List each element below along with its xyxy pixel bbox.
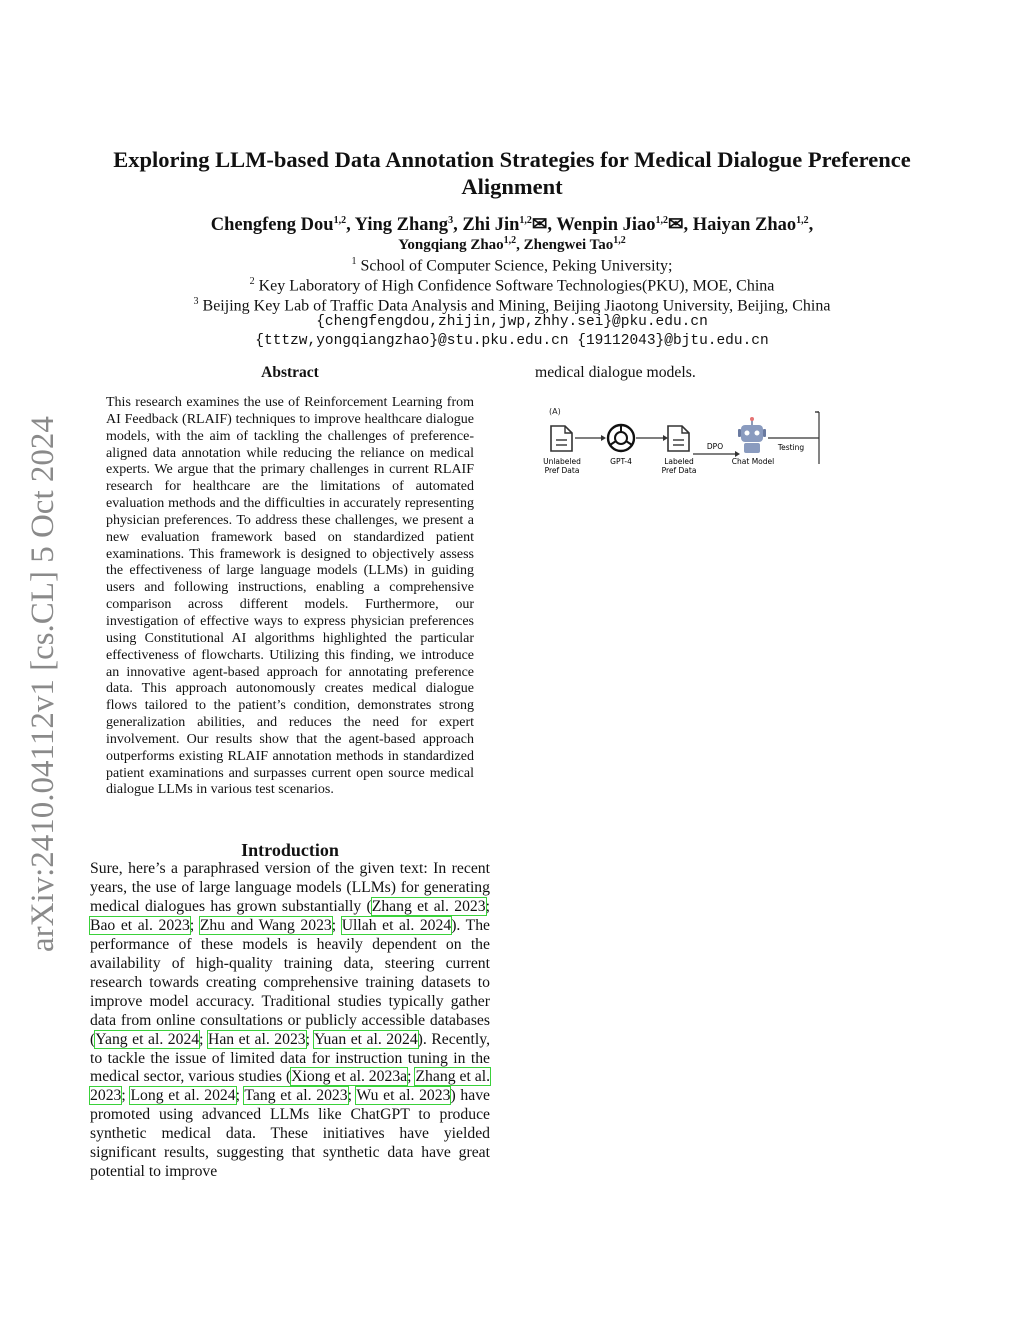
figure-1 bbox=[535, 398, 940, 798]
unlabeled-label-1: Unlabeled bbox=[543, 457, 581, 466]
citation-link[interactable]: Zhang et al. 2023 bbox=[371, 897, 486, 915]
text-run: ). Recently, to tackle the issue of limited data for instruction tuning in the medical sector, various studies ( bbox=[90, 1030, 490, 1086]
citation-link[interactable]: Ullah et al. 2024 bbox=[341, 916, 452, 934]
citation-link[interactable]: Bao et al. 2023 bbox=[90, 916, 190, 934]
paper-title bbox=[80, 146, 944, 200]
author-sep: , bbox=[453, 215, 463, 236]
gpt4-label: GPT-4 bbox=[610, 457, 632, 466]
figure-1-svg bbox=[535, 398, 940, 798]
author-name: Chengfeng Dou bbox=[210, 215, 334, 236]
citation-link[interactable]: Han et al. 2023 bbox=[208, 1030, 306, 1048]
chat-model-robot-icon bbox=[738, 417, 766, 453]
text-run: ; bbox=[305, 1030, 314, 1048]
email-line-2: {tttzw,yongqiangzhao}@stu.pku.edu.cn {19112043}@bjtu.edu.cn bbox=[255, 333, 769, 349]
affil-sup: 3 bbox=[193, 296, 199, 307]
author-affil-sup: 3 bbox=[448, 215, 454, 226]
citation-link[interactable]: Zhang et al. 2023 bbox=[90, 1068, 491, 1105]
citation-link[interactable]: Wu et al. 2023 bbox=[356, 1087, 451, 1105]
text-run: ; bbox=[235, 1087, 245, 1105]
affil-sup: 2 bbox=[249, 276, 255, 287]
introduction-heading: Introduction bbox=[241, 840, 339, 860]
text-run: ; bbox=[199, 1030, 209, 1048]
unlabeled-label-2: Pref Data bbox=[544, 466, 580, 475]
citation-link[interactable]: Long et al. 2024 bbox=[130, 1087, 236, 1105]
citation-link[interactable]: Tang et al. 2023 bbox=[244, 1087, 348, 1105]
author-sep: , bbox=[346, 215, 355, 236]
panel-a-label: (A) bbox=[549, 407, 561, 416]
text-run: ; bbox=[407, 1068, 416, 1086]
author-sep: , bbox=[516, 237, 524, 253]
author-name: Zhengwei Tao bbox=[523, 237, 614, 253]
author-affil-sup: 1,2 bbox=[796, 215, 809, 226]
title-line-1: Exploring LLM-based Data Annotation Strategies for Medical Dialogue Preference bbox=[113, 147, 911, 172]
citation-link[interactable]: Xiong et al. 2023a bbox=[291, 1068, 408, 1086]
text-run: ; bbox=[485, 897, 490, 915]
author-name: Yongqiang Zhao bbox=[398, 237, 504, 253]
author-sep: ✉, bbox=[531, 215, 557, 236]
affil-text: Key Laboratory of High Confidence Software Technologies(PKU), MOE, China bbox=[254, 277, 775, 295]
citation-link[interactable]: Yuan et al. 2024 bbox=[313, 1030, 418, 1048]
unlabeled-doc-icon bbox=[551, 426, 572, 451]
author-name: Ying Zhang bbox=[354, 215, 449, 236]
introduction-paragraph bbox=[90, 860, 490, 1182]
arrowhead bbox=[601, 435, 606, 441]
affil-sup: 1 bbox=[351, 256, 357, 267]
text-run: Sure, here’s a paraphrased version of the given text: In recent years, the use of large language models (LLMs) for generating medical dialogues has grown substantially ( bbox=[90, 860, 490, 915]
text-run: ; bbox=[189, 916, 200, 934]
citation-link[interactable]: Yang et al. 2024 bbox=[95, 1030, 200, 1048]
author-sep: ✉, bbox=[668, 215, 693, 236]
labeled-label-1: Labeled bbox=[664, 457, 694, 466]
abstract-text: This research examines the use of Reinforcement Learning from AI Feedback (RLAIF) techniques to improve healthcare dialogue models, with the aim of tackling the challenges of preference-aligned data annotation while reducing the reliance on medical experts. We argue that the primary challenges in current RLAIF research for healthcare are the limitations of automated evaluation methods and the difficulties in accurately representing physician preferences. To address these challenges, we present a new evaluation framework based on standardized patient examinations. This framework is designed to objectively assess the effectiveness of large language models (LLMs) in guiding users and following instructions, enabling a comprehensive comparison across different models. Furthermore, our investigation of effective ways to express physician preferences using Constitutional AI algorithms highlighted the particular effectiveness of flowcharts. Utilizing this finding, we introduce an innovative agent-based approach for annotating preference data. This approach autonomously creates medical dialogue flows tailored to the patient’s condition, demonstrates strong generalization abilities, and reduces the need for expert involvement. Our results show that the agent-based approach outperforms existing RLAIF annotation methods in standardized patient examinations and surpasses current open source medical dialogue LLMs in various test scenarios. bbox=[106, 395, 474, 798]
author-list-2 bbox=[80, 232, 944, 254]
author-affil-sup: 1,2 bbox=[333, 215, 347, 226]
right-column-top-line: medical dialogue models. bbox=[535, 364, 696, 381]
author-affil-sup: 1,2 bbox=[613, 235, 626, 246]
dpo-label: DPO bbox=[706, 442, 724, 451]
text-run: ; bbox=[347, 1087, 357, 1105]
author-affil-sup: 1,2 bbox=[519, 215, 532, 226]
text-run: ). The performance of these models is heavily dependent on the availability of high-quality training data, steering current research towards creating comprehensive training datasets to improve model accuracy. Traditional studies typically gather data from online consultations or publicly accessible databases ( bbox=[90, 916, 491, 1048]
author-name: Haiyan Zhao bbox=[692, 215, 797, 236]
title-line-2: Alignment bbox=[461, 174, 563, 199]
chat-model-label: Chat Model bbox=[731, 457, 775, 466]
testing-label: Testing bbox=[777, 443, 805, 452]
email-line-1: {chengfengdou,zhijin,jwp,zhhy.sei}@pku.edu.cn bbox=[316, 314, 708, 330]
author-affil-sup: 1,2 bbox=[503, 235, 517, 246]
affil-text: Beijing Key Lab of Traffic Data Analysis and Mining, Beijing Jiaotong University, Beijing, China bbox=[198, 297, 831, 315]
gpt4-logo-icon bbox=[608, 425, 634, 451]
text-run: ) have promoted using advanced LLMs like ChatGPT to produce synthetic medical data. These initiatives have yielded significant results, suggesting that synthetic data have great potential to improve bbox=[90, 1087, 491, 1181]
author-name: Zhi Jin bbox=[462, 215, 520, 236]
labeled-label-2: Pref Data bbox=[661, 466, 697, 475]
author-name: Wenpin Jiao bbox=[556, 215, 656, 236]
author-sep: , bbox=[808, 215, 814, 236]
affil-text: School of Computer Science, Peking University; bbox=[356, 257, 673, 275]
text-run: ; bbox=[121, 1087, 131, 1105]
arxiv-identifier: arXiv:2410.04112v1 [cs.CL] 5 Oct 2024 bbox=[25, 416, 61, 952]
text-run: ; bbox=[331, 916, 342, 934]
citation-link[interactable]: Zhu and Wang 2023 bbox=[199, 916, 332, 934]
abstract-heading: Abstract bbox=[261, 364, 319, 381]
labeled-doc-icon bbox=[668, 426, 689, 451]
author-affil-sup: 1,2 bbox=[655, 215, 669, 226]
